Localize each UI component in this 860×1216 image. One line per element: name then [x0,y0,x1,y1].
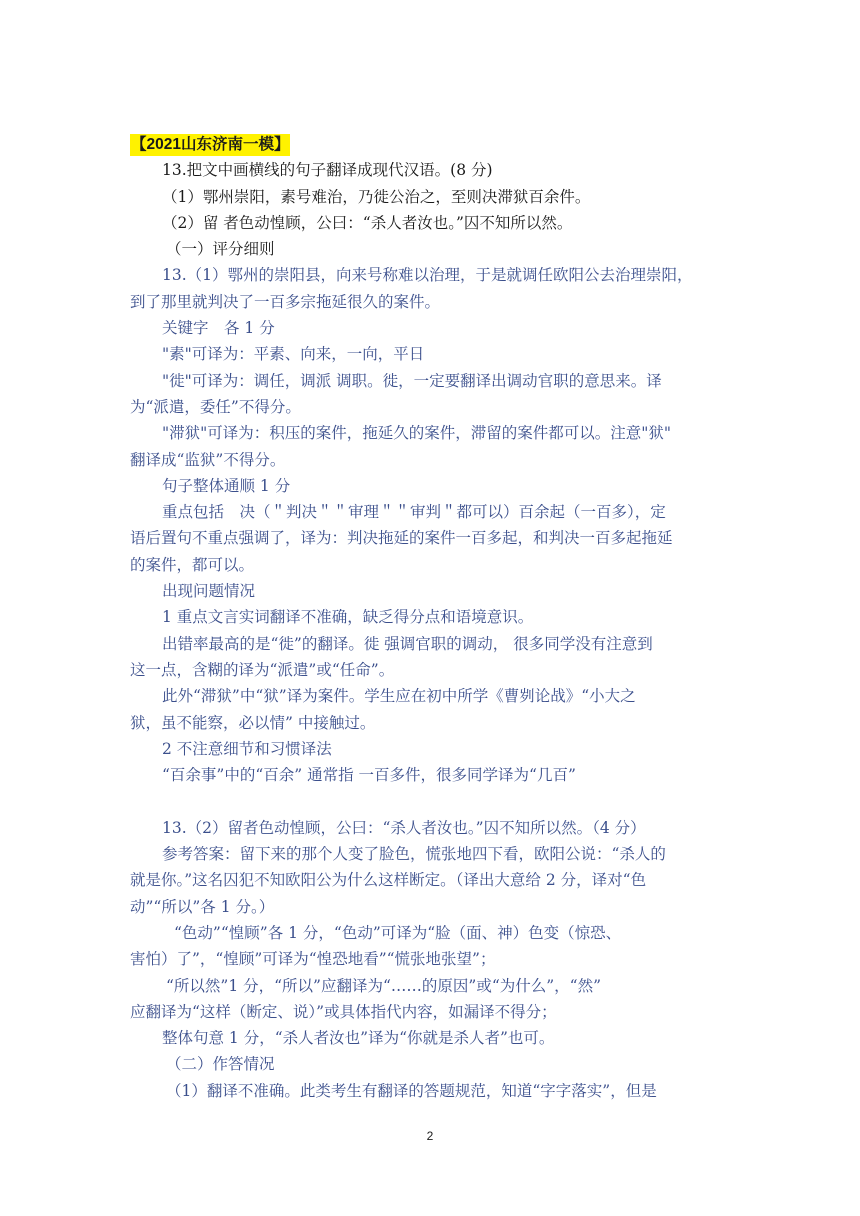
question-sentence-1: （1）鄂州崇阳，素号难治，乃徙公治之，至则决滞狱百余件。 [162,187,591,206]
fluency-heading: 句子整体通顺 1 分 [162,476,291,495]
question-title: 13.把文中画横线的句子翻译成现代汉语。(8 分) [162,161,493,180]
answers-line-1: （1）翻译不准确。此类考生有翻译的答题规范，知道“字字落实”，但是 [166,1081,657,1100]
page-number: 2 [426,1129,434,1143]
problem-1-extra-line-1: 此外“滞狱”中“狱”译为案件。学生应在初中所学《曹刿论战》“小大之 [162,687,636,706]
answer-2-heading: 13.（2）留者色动惶顾，公曰：“杀人者汝也。”囚不知所以然。（4 分） [162,818,646,837]
problems-heading: 出现问题情况 [162,582,256,601]
answer-1-line-1: 13.（1）鄂州的崇阳县，向来号称难以治理，于是就调任欧阳公去治理崇阳， [162,266,693,285]
suoyiran-line-2: 应翻译为“这样（断定、说）”或具体指代内容，如漏译不得分； [130,1002,557,1021]
keyword-zhiyu-line-2: 翻译成“监狱”不得分。 [130,450,286,469]
key-points-line-1: 重点包括 决（＂判决＂＂审理＂＂审判＂都可以）百余起（一百多），定 [162,503,666,522]
answer-1-line-2: 到了那里就判决了一百多宗拖延很久的案件。 [130,292,441,311]
problem-1-detail-line-1: 出错率最高的是“徙”的翻译。徙 强调官职的调动， 很多同学没有注意到 [162,634,653,653]
keyword-xi-line-2: 为“派遣，委任”不得分。 [130,397,301,416]
reference-answer-line-1: 参考答案：留下来的那个人变了脸色，慌张地四下看，欧阳公说：“杀人的 [162,845,666,864]
problem-1-detail-line-2: 这一点，含糊的译为“派遣”或“任命”。 [130,660,395,679]
problem-1: 1 重点文言实词翻译不准确，缺乏得分点和语境意识。 [162,608,534,627]
sedong-huanggu-line-2: 害怕）了”，“惶顾”可译为“惶恐地看”“慌张地张望”； [130,950,496,969]
keyword-heading: 关键字 各 1 分 [162,319,275,338]
overall-meaning: 整体句意 1 分，“杀人者汝也”译为“你就是杀人者”也可。 [162,1029,555,1048]
source-tag: 【2021山东济南一模】 [130,134,290,156]
keyword-xi-line-1: "徙"可译为：调任，调派 调职。徙，一定要翻译出调动官职的意思来。译 [162,371,662,390]
key-points-line-2: 语后置句不重点强调了，译为：判决拖延的案件一百多起，和判决一百多起拖延 [130,529,673,548]
keyword-su: "素"可译为：平素、向来，一向，平日 [162,345,425,364]
page-content [130,131,734,1104]
section-heading-scoring: （一）评分细则 [166,240,275,259]
question-sentence-2: （2）留 者色动惶顾，公曰：“杀人者汝也。”囚不知所以然。 [162,213,573,232]
section-heading-answers: （二）作答情况 [166,1055,275,1074]
spacer [130,788,734,814]
suoyiran-line-1: “所以然”1 分，“所以”应翻译为“……的原因”或“为什么”，“然” [166,976,602,995]
problem-2-detail: “百余事”中的“百余” 通常指 一百多件，很多同学译为“几百” [162,766,576,785]
problem-1-extra-line-2: 狱，虽不能察，必以情” 中接触过。 [130,713,376,732]
sedong-huanggu-line-1: “色动”“惶顾”各 1 分，“色动”可译为“脸（面、神）色变（惊恐、 [174,923,622,942]
reference-answer-line-3: 动”“所以”各 1 分。） [130,897,275,916]
source-tag-line [130,131,734,157]
key-points-line-3: 的案件，都可以。 [130,555,255,574]
keyword-zhiyu-line-1: "滞狱"可译为：积压的案件，拖延久的案件，滞留的案件都可以。注意"狱" [162,424,672,443]
problem-2: 2 不注意细节和习惯译法 [162,739,332,758]
reference-answer-line-2: 就是你。”这名囚犯不知欧阳公为什么这样断定。（译出大意给 2 分，译对“色 [130,871,647,890]
